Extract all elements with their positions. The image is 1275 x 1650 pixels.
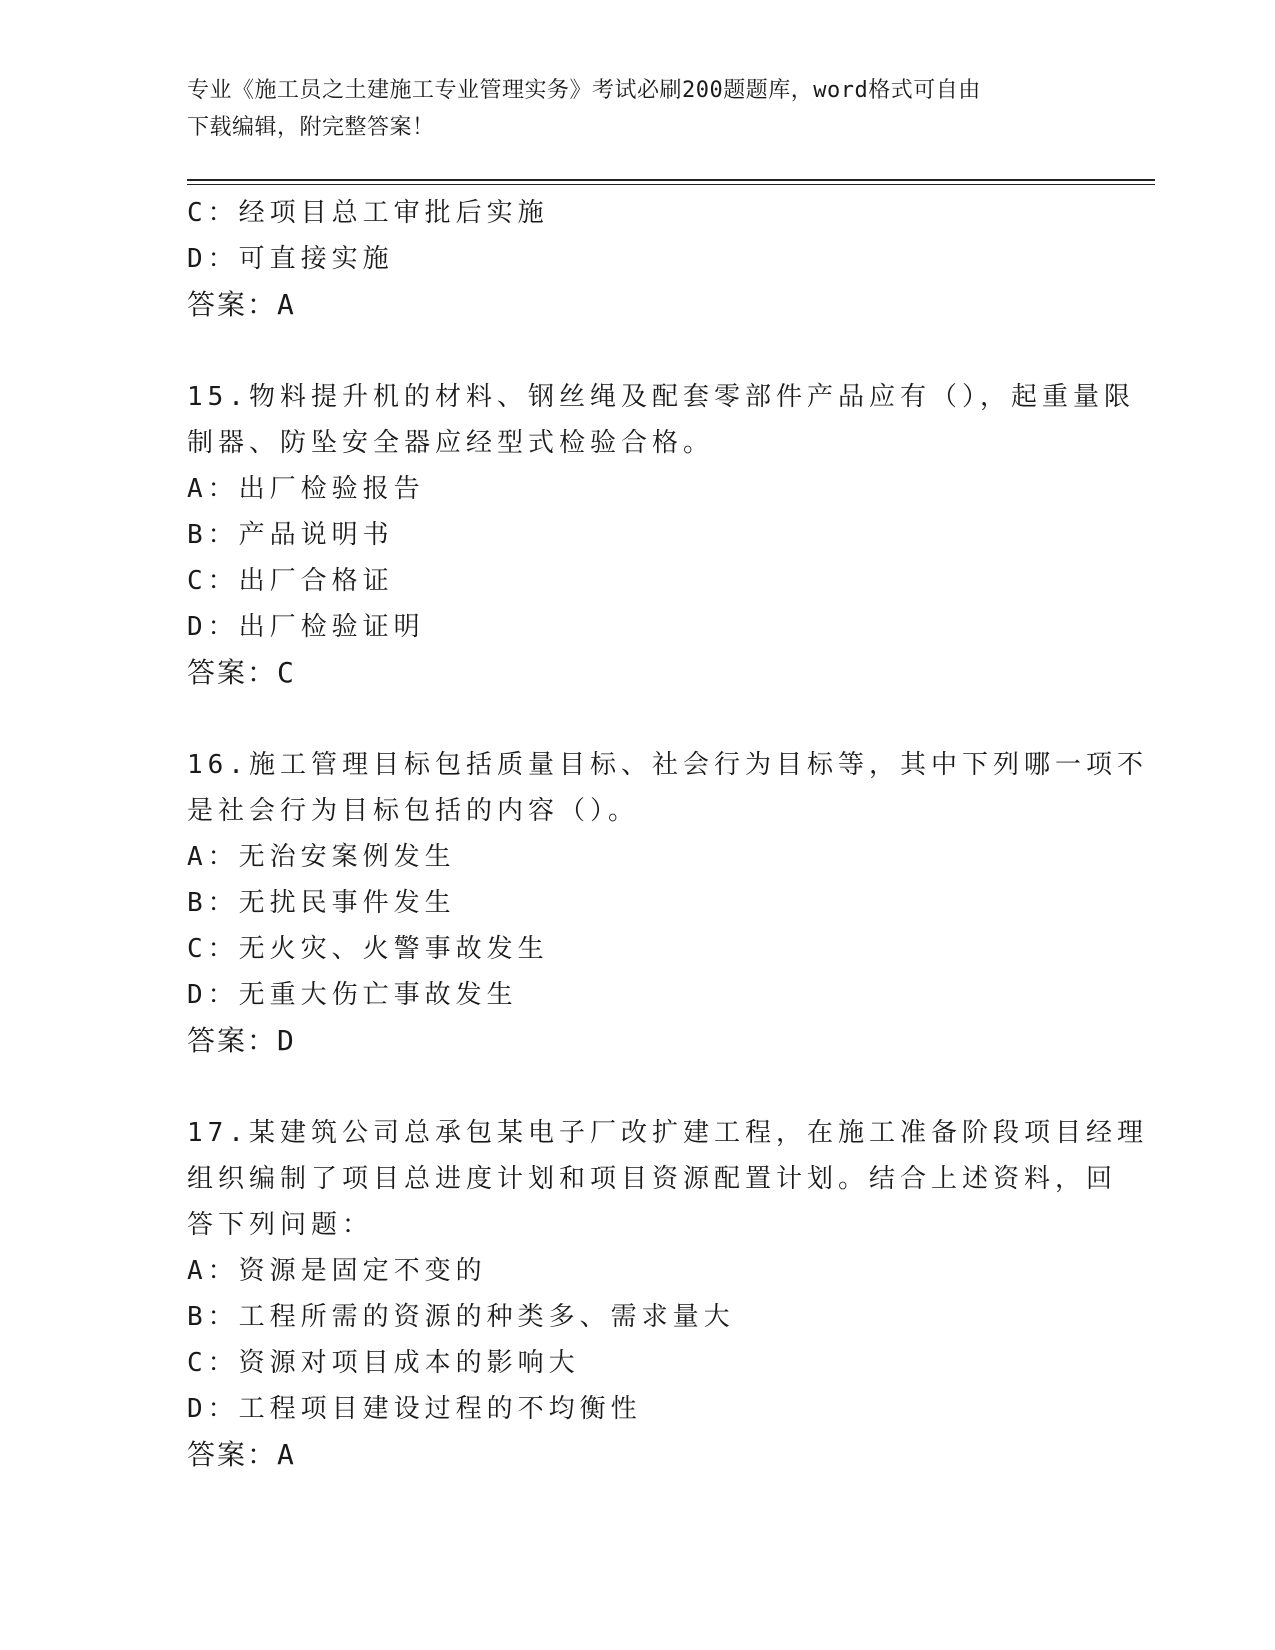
question-15 <box>187 374 1135 696</box>
option-a: A：出厂检验报告 <box>187 474 425 504</box>
answer-line: 答案：A <box>187 1438 296 1471</box>
option-c: C：无火灾、火警事故发生 <box>187 934 549 964</box>
header-divider-thin <box>187 184 1155 185</box>
answer-line: 答案：C <box>187 656 296 689</box>
option-d: D：出厂检验证明 <box>187 612 425 642</box>
document-body <box>187 190 1148 1524</box>
question-text: 15.物料提升机的材料、钢丝绳及配套零部件产品应有（），起重量限 <box>187 382 1135 412</box>
option-a: A：无治安案例发生 <box>187 842 456 872</box>
question-17 <box>187 1110 1148 1478</box>
question-text: 答下列问题： <box>187 1210 374 1240</box>
option-b: B：无扰民事件发生 <box>187 888 456 918</box>
header-divider-thick <box>187 179 1155 181</box>
document-header <box>187 72 1067 146</box>
question-text: 组织编制了项目总进度计划和项目资源配置计划。结合上述资料，回 <box>187 1164 1118 1194</box>
answer-line: 答案：D <box>187 1024 296 1057</box>
option-d: D：工程项目建设过程的不均衡性 <box>187 1394 642 1424</box>
header-line-2: 下载编辑，附完整答案！ <box>187 115 435 140</box>
option-c: C：资源对项目成本的影响大 <box>187 1348 580 1378</box>
option-c: C：经项目总工审批后实施 <box>187 198 549 228</box>
option-a: A：资源是固定不变的 <box>187 1256 487 1286</box>
header-line-1: 专业《施工员之土建施工专业管理实务》考试必刷200题题库，word格式可自由 <box>187 78 981 103</box>
option-b: B：工程所需的资源的种类多、需求量大 <box>187 1302 735 1332</box>
option-b: B：产品说明书 <box>187 520 394 550</box>
question-text: 制器、防坠安全器应经型式检验合格。 <box>187 428 715 458</box>
question-14-continued <box>187 190 1087 328</box>
question-text: 是社会行为目标包括的内容（）。 <box>187 796 640 826</box>
answer-line: 答案：A <box>187 288 296 321</box>
option-d: D：无重大伤亡事故发生 <box>187 980 518 1010</box>
option-d: D：可直接实施 <box>187 244 394 274</box>
question-text: 17.某建筑公司总承包某电子厂改扩建工程，在施工准备阶段项目经理 <box>187 1118 1148 1148</box>
option-c: C：出厂合格证 <box>187 566 394 596</box>
question-16 <box>187 742 1148 1064</box>
question-text: 16.施工管理目标包括质量目标、社会行为目标等，其中下列哪一项不 <box>187 750 1148 780</box>
